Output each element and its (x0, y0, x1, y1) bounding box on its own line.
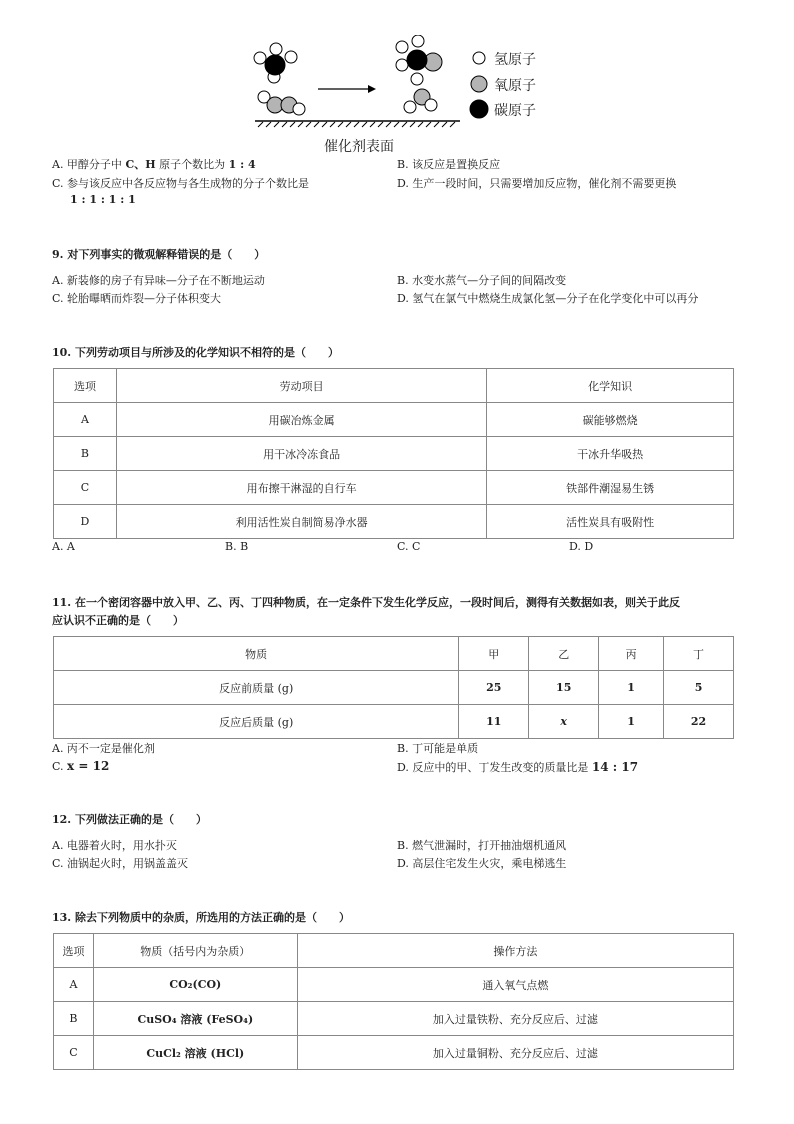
q10-option-d: D. D (569, 540, 594, 553)
table-cell: 铁部件潮湿易生锈 (487, 471, 734, 505)
hydrogen-legend-symbol (473, 52, 485, 64)
q11-option-b: B. 丁可能是单质 (397, 742, 479, 755)
oxygen-legend-symbol (471, 76, 487, 92)
header-cell: 操作方法 (297, 934, 733, 968)
table-cell: CuCl₂ 溶液 (HCl) (93, 1036, 297, 1070)
table-cell: 通入氧气点燃 (297, 968, 733, 1002)
reactant-molecule-2 (258, 91, 305, 115)
q8-option-b: B. 该反应是置换反应 (397, 158, 501, 171)
table-cell: CuSO₄ 溶液 (FeSO₄) (93, 1002, 297, 1036)
q9-option-c: C. 轮胎曝晒而炸裂—分子体积变大 (52, 292, 222, 305)
table-cell: 1 (599, 671, 664, 705)
q11-option-c-label: C. (52, 760, 68, 773)
product-molecule-1 (396, 35, 442, 85)
table-row (54, 471, 734, 505)
q11-table (53, 636, 734, 739)
header-cell: 丙 (599, 637, 664, 671)
reactant-molecule-1 (254, 43, 297, 83)
table-cell: CO₂(CO) (93, 968, 297, 1002)
q11-option-d (397, 759, 638, 775)
q10-option-a: A. A (52, 540, 75, 553)
q13-table (53, 933, 734, 1070)
table-cell: 加入过量铜粉、充分反应后、过滤 (297, 1036, 733, 1070)
table-cell: 用干冰冷冻食品 (116, 437, 486, 471)
table-row (54, 437, 734, 471)
header-cell: 物质（括号内为杂质） (93, 934, 297, 968)
q10-title: 10. 下列劳动项目与所涉及的化学知识不相符的是（ ） (52, 346, 339, 359)
q9-option-d: D. 氢气在氯气中燃烧生成氯化氢—分子在化学变化中可以再分 (397, 292, 699, 305)
table-cell: 反应后质量 (g) (54, 705, 459, 739)
table-cell: x (529, 705, 599, 739)
q10-option-c: C. C (397, 540, 421, 553)
table-cell: 反应前质量 (g) (54, 671, 459, 705)
q11-option-d-text: D. 反应中的甲、丁发生改变的质量比是 (397, 761, 592, 774)
q8-option-a-text: A. 甲醇分子中 (52, 158, 126, 171)
table-cell: 用布擦干淋湿的自行车 (116, 471, 486, 505)
table-cell: 5 (664, 671, 734, 705)
table-header-row (54, 369, 734, 403)
header-cell: 甲 (459, 637, 529, 671)
q11-title-line1: 11. 在一个密闭容器中放入甲、乙、丙、丁四种物质，在一定条件下发生化学反应，一段时间后，测得有关数据如表，则关于此反 (52, 596, 680, 609)
product-molecule-2 (404, 89, 437, 113)
q13-title: 13. 除去下列物质中的杂质，所选用的方法正确的是（ ） (52, 911, 350, 924)
table-cell: 1 (599, 705, 664, 739)
q12-option-a: A. 电器着火时，用水扑灭 (52, 839, 177, 852)
catalyst-surface-label: 催化剂表面 (324, 139, 394, 155)
q12-option-d: D. 高层住宅发生火灾，乘电梯逃生 (397, 857, 567, 870)
table-cell: 加入过量铁粉、充分反应后、过滤 (297, 1002, 733, 1036)
table-row (54, 505, 734, 539)
table-cell: B (54, 1002, 94, 1036)
legend-carbon-label: 碳原子 (494, 103, 536, 119)
header-cell: 选项 (54, 369, 117, 403)
header-cell: 化学知识 (487, 369, 734, 403)
table-row (54, 1036, 734, 1070)
q12-option-b: B. 燃气泄漏时，打开抽油烟机通风 (397, 839, 567, 852)
q10-option-b: B. B (225, 540, 249, 553)
q9-option-a: A. 新装修的房子有异味—分子在不断地运动 (52, 274, 265, 287)
q8-option-a (52, 156, 256, 172)
table-row (54, 968, 734, 1002)
q8-option-a-math1: C、H (125, 158, 156, 171)
q9-option-b: B. 水变水蒸气—分子间的间隔改变 (397, 274, 567, 287)
q11-option-a: A. 丙不一定是催化剂 (52, 742, 155, 755)
table-cell: 15 (529, 671, 599, 705)
table-header-row (54, 934, 734, 968)
table-cell: 碳能够燃烧 (487, 403, 734, 437)
table-row (54, 705, 734, 739)
table-header-row (54, 637, 734, 671)
q11-option-d-math: 14 : 17 (591, 760, 639, 774)
table-row (54, 1002, 734, 1036)
table-cell: D (54, 505, 117, 539)
table-cell: C (54, 471, 117, 505)
header-cell: 选项 (54, 934, 94, 968)
q12-title: 12. 下列做法正确的是（ ） (52, 813, 207, 826)
table-cell: 利用活性炭自制简易净水器 (116, 505, 486, 539)
table-cell: B (54, 437, 117, 471)
q8-option-a-math2: 1 : 4 (228, 158, 256, 171)
q11-title-line2: 应认识不正确的是（ ） (52, 614, 184, 627)
q8-option-c-ratio: 1 : 1 : 1 : 1 (70, 193, 136, 206)
header-cell: 丁 (664, 637, 734, 671)
table-cell: 25 (459, 671, 529, 705)
carbon-legend-symbol (470, 100, 488, 118)
table-cell: 22 (664, 705, 734, 739)
q11-option-c-math: x = 12 (67, 759, 110, 773)
table-cell: A (54, 403, 117, 437)
table-cell: 活性炭具有吸附性 (487, 505, 734, 539)
q11-option-c (52, 759, 109, 773)
table-row (54, 671, 734, 705)
q8-option-d: D. 生产一段时间，只需要增加反应物，催化剂不需要更换 (397, 177, 677, 190)
header-cell: 物质 (54, 637, 459, 671)
table-cell: 11 (459, 705, 529, 739)
table-cell: A (54, 968, 94, 1002)
legend-oxygen-label: 氧原子 (494, 78, 536, 94)
table-cell: 用碳冶炼金属 (116, 403, 486, 437)
header-cell: 乙 (529, 637, 599, 671)
q8-option-c: C. 参与该反应中各反应物与各生成物的分子个数比是 (52, 177, 310, 190)
q8-option-a-mid: 原子个数比为 (155, 158, 229, 171)
reaction-arrow (318, 85, 376, 93)
table-cell: 干冰升华吸热 (487, 437, 734, 471)
catalyst-surface (255, 121, 460, 127)
header-cell: 劳动项目 (116, 369, 486, 403)
q10-table (53, 368, 734, 539)
legend-hydrogen-label: 氢原子 (494, 52, 536, 68)
q9-title: 9. 对下列事实的微观解释错误的是（ ） (52, 248, 266, 261)
table-row (54, 403, 734, 437)
q12-option-c: C. 油锅起火时，用锅盖盖灭 (52, 857, 189, 870)
table-cell: C (54, 1036, 94, 1070)
